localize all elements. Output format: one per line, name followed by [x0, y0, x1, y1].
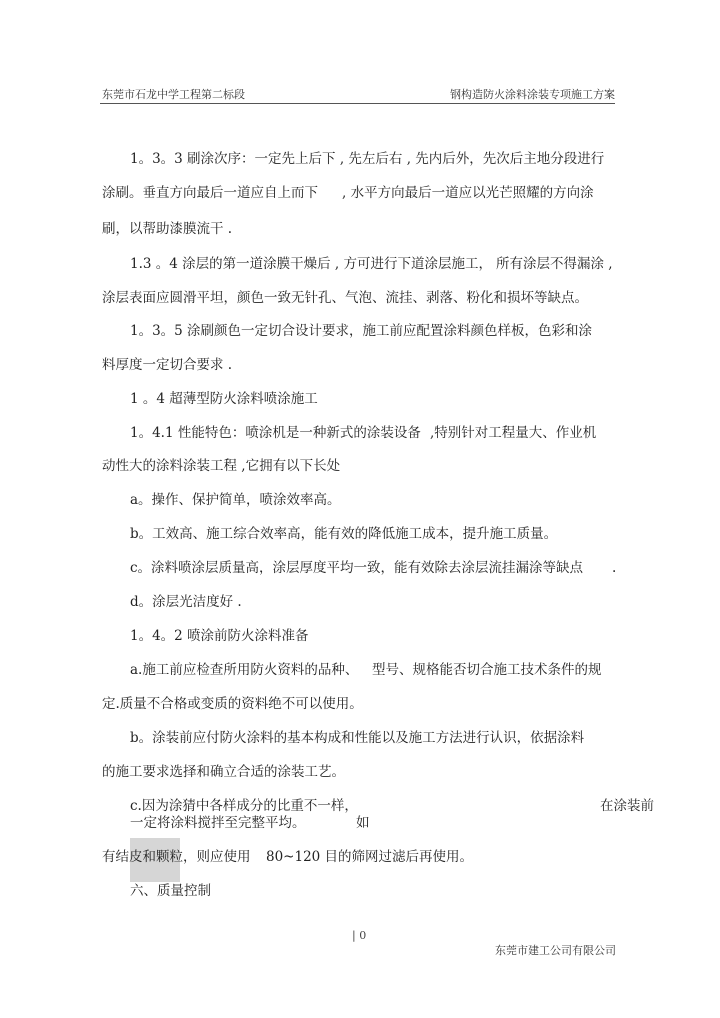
text-line: 料厚度一定切合要求 . [102, 357, 233, 373]
list-item: d。涂层光洁度好 . [130, 594, 242, 610]
list-item: a。操作、保护简单，喷涂效率高。 [130, 492, 341, 508]
text-line: ,特别针对工程量大、作业机 [430, 425, 597, 441]
text-line: 刷，以帮助漆膜流干 . [102, 221, 233, 237]
section-heading: 1。4。2 喷涂前防火涂料准备 [130, 628, 309, 644]
header-right: 钢构造防火涂料涂装专项施工方案 [450, 88, 615, 101]
text-line: . [612, 560, 617, 576]
header-rule [100, 103, 615, 104]
text-line: 1。3。5 涂刷颜色一定切合设计要求，施工前应配置涂料颜色样板，色彩和涂 [130, 323, 593, 339]
text-line: , 水平方向最后一道应以光芒照耀的方向涂 [342, 185, 594, 201]
text-line: 动性大的涂料涂装工程 ,它拥有以下长处 [102, 458, 341, 474]
footer-company: 东莞市建工公司有限公司 [495, 944, 616, 957]
text-line: 涂层表面应圆滑平坦，颜色一致无针孔、气泡、流挂、剥落、粉化和损坏等缺点。 [102, 290, 588, 306]
text-line: 1.3 。4 涂层的第一道涂膜干燥后 , 方可进行下道涂层施工， [130, 256, 493, 272]
header-left: 东莞市石龙中学工程第二标段 [102, 88, 245, 101]
text-line: 如 [356, 815, 370, 831]
text-line: 一定将涂料搅拌至完整平均。 [130, 815, 306, 831]
page-number: | 0 [352, 929, 367, 942]
list-item: b。涂装前应付防火涂料的基本构成和性能以及施工方法进行认识，依据涂料 [130, 730, 585, 746]
text-line: 80~120 目的筛网过滤后再使用。 [266, 849, 474, 865]
list-item: b。工效高、施工综合效率高，能有效的降低施工成本，提升施工质量。 [130, 526, 558, 542]
list-item: a.施工前应检查所用防火资料的品种、 [130, 662, 359, 678]
text-line: 涂刷。垂直方向最后一道应自上而下 [102, 185, 318, 201]
text-line: 定.质量不合格或变质的资料绝不可以使用。 [102, 696, 363, 712]
text-line: 型号、规格能否切合施工技术条件的规 [372, 662, 602, 678]
list-item: c.因为涂猜中各样成分的比重不一样， [130, 798, 358, 814]
text-line: 的施工要求选择和确立合适的涂装工艺。 [102, 764, 345, 780]
text-line: 有结皮和颗粒，则应使用 [102, 849, 251, 865]
section-heading: 1 。4 超薄型防火涂料喷涂施工 [130, 391, 318, 407]
text-line: 1。4.1 性能特色：喷涂机是一种新式的涂装设备 [130, 425, 421, 441]
text-line: 1。3。3 刷涂次序：一定先上后下 , 先左后右 , 先内后外，先次后主地分段进行 [130, 151, 605, 167]
text-line: 所有涂层不得漏涂 , [496, 256, 613, 272]
section-heading: 六、质量控制 [130, 883, 211, 899]
text-line: 在涂装前 [600, 798, 654, 814]
list-item: c。涂料喷涂层质量高，涂层厚度平均一致，能有效除去涂层流挂漏涂等缺点 [130, 560, 584, 576]
